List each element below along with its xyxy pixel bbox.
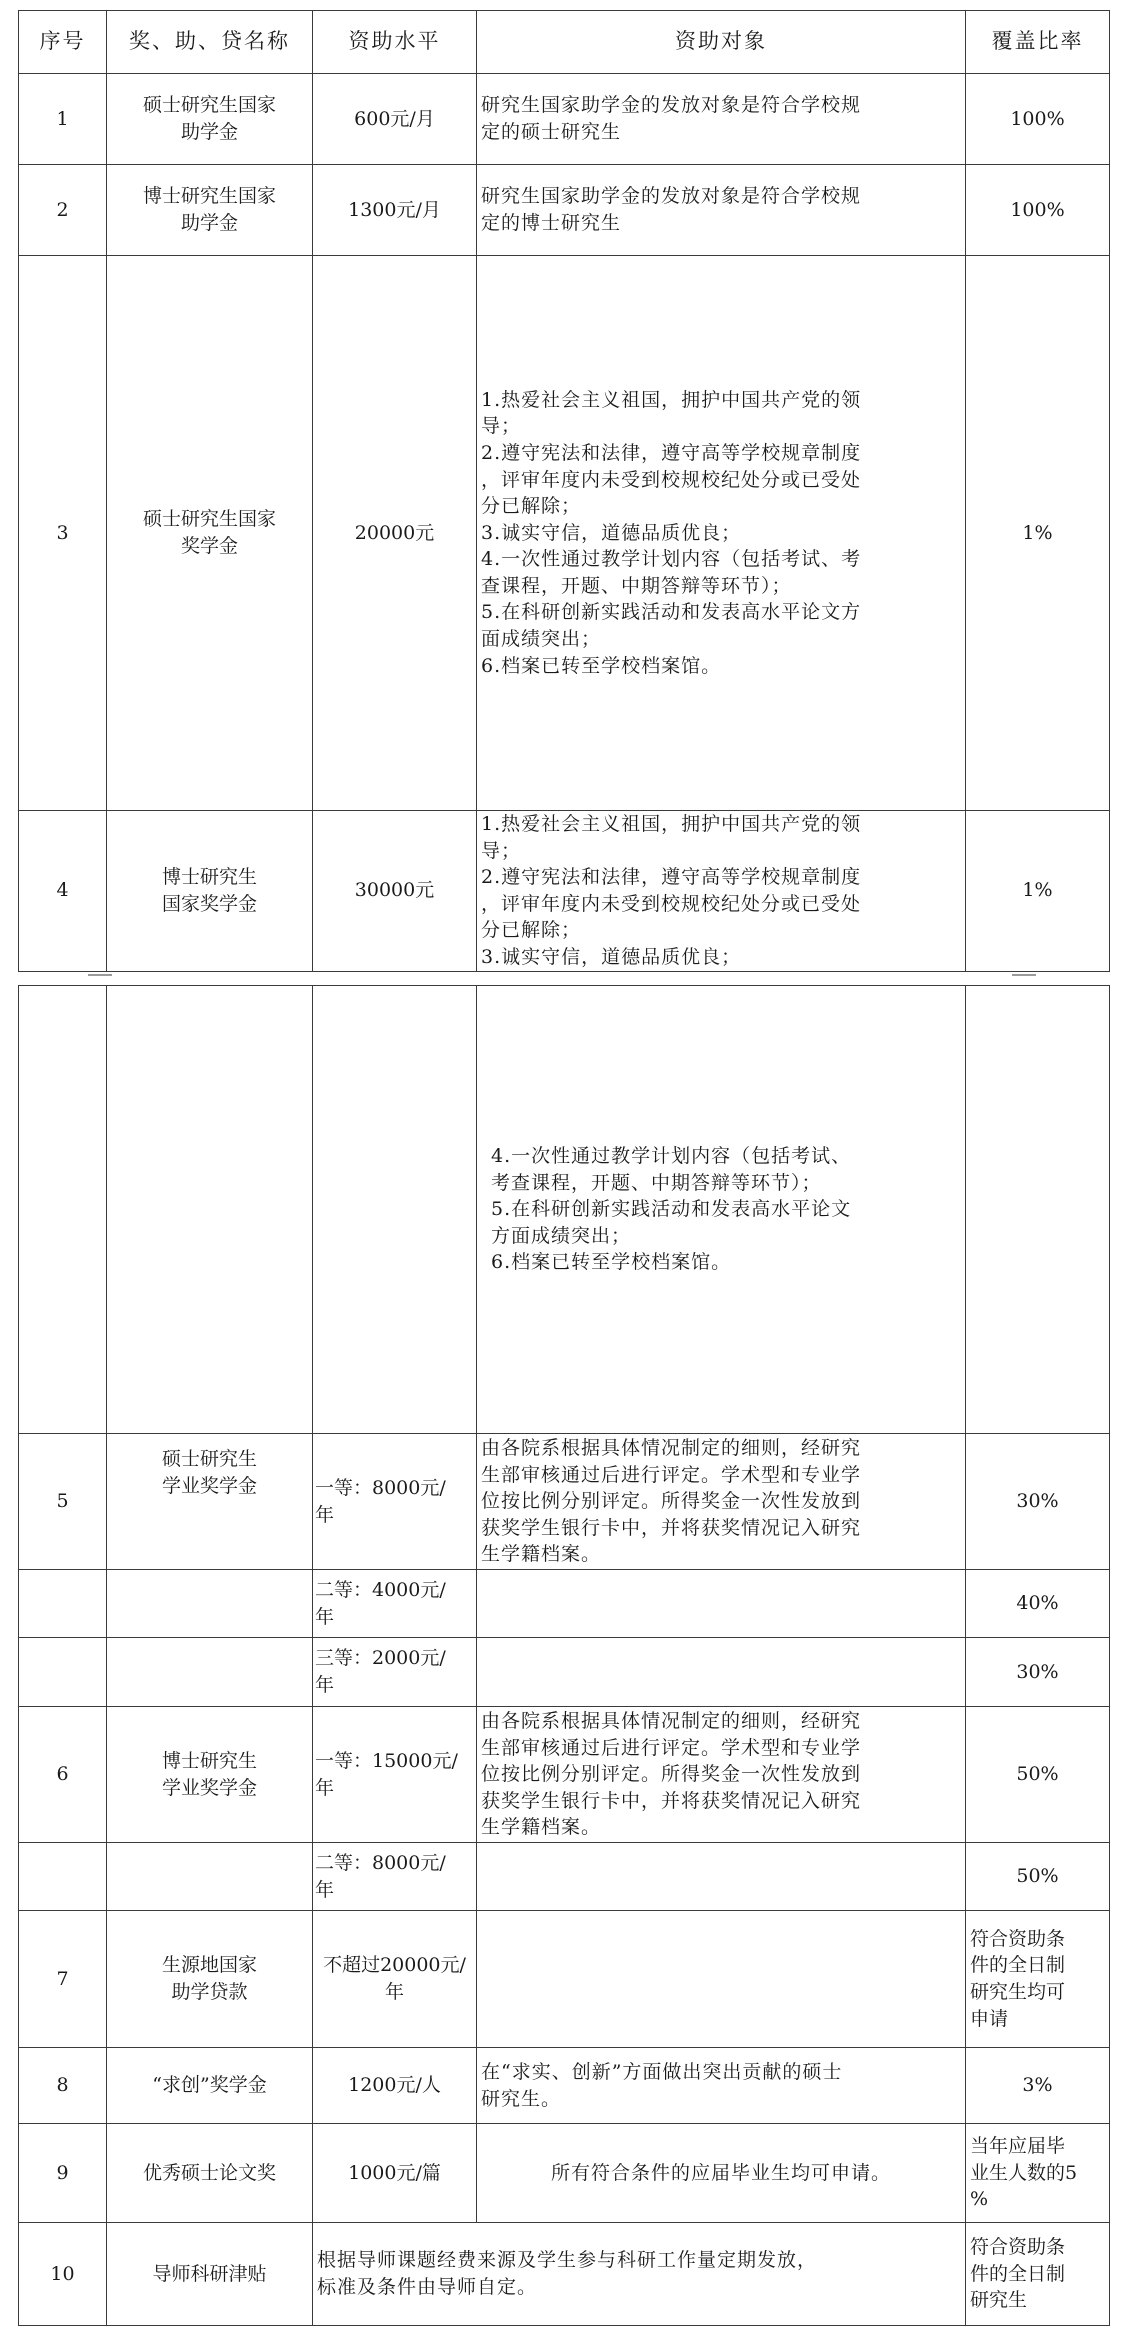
row-level: 一等：15000元/ 年: [313, 1707, 477, 1843]
row-target: [477, 1638, 966, 1707]
row-target: [477, 1570, 966, 1638]
table-row-continued: [19, 986, 1110, 1434]
row-no: 4: [19, 811, 107, 972]
table-row: [19, 1707, 1110, 1843]
header-no: 序号: [19, 11, 107, 74]
row-no: 8: [19, 2048, 107, 2124]
page-break-mark: [1012, 974, 1036, 976]
row-target: [477, 1911, 966, 2048]
row-level: 1300元/月: [313, 165, 477, 256]
row-target: 研究生国家助学金的发放对象是符合学校规 定的博士研究生: [477, 165, 966, 256]
row-rate: 50%: [966, 1843, 1110, 1911]
row-name: “求创”奖学金: [107, 2048, 313, 2124]
row-level: 30000元: [313, 811, 477, 972]
row-no: 2: [19, 165, 107, 256]
row-target: 所有符合条件的应届毕业生均可申请。: [477, 2124, 966, 2223]
table-row: [19, 1843, 1110, 1911]
row-name: [107, 1843, 313, 1911]
row-name: [107, 1638, 313, 1707]
row-target: 4.一次性通过教学计划内容（包括考试、 考查课程，开题、中期答辩等环节）； 5.在科研创新实践活动和发表高水平论文 方面成绩突出； 6.档案已转至学校档案馆。: [477, 986, 966, 1434]
row-rate: 1%: [966, 811, 1110, 972]
row-name: [107, 986, 313, 1434]
table-row: [19, 2124, 1110, 2223]
row-rate: 50%: [966, 1707, 1110, 1843]
row-name: 优秀硕士论文奖: [107, 2124, 313, 2223]
row-target: 在“求实、创新”方面做出突出贡献的硕士 研究生。: [477, 2048, 966, 2124]
row-rate: 1%: [966, 256, 1110, 811]
aid-table-part-2: [18, 985, 1110, 2326]
row-level: 20000元: [313, 256, 477, 811]
row-name: 博士研究生 国家奖学金: [107, 811, 313, 972]
row-rate: 3%: [966, 2048, 1110, 2124]
row-no: 7: [19, 1911, 107, 2048]
row-name: 生源地国家 助学贷款: [107, 1911, 313, 2048]
row-rate: 100%: [966, 74, 1110, 165]
row-name: 导师科研津贴: [107, 2223, 313, 2326]
table-row: [19, 74, 1110, 165]
row-rate: 30%: [966, 1638, 1110, 1707]
row-no: 1: [19, 74, 107, 165]
table-row: [19, 811, 1110, 972]
row-level-target: 根据导师课题经费来源及学生参与科研工作量定期发放， 标准及条件由导师自定。: [313, 2223, 966, 2326]
row-level: 二等：4000元/ 年: [313, 1570, 477, 1638]
row-rate: 40%: [966, 1570, 1110, 1638]
row-target: 1.热爱社会主义祖国，拥护中国共产党的领 导； 2.遵守宪法和法律，遵守高等学校规章制度 ，评审年度内未受到校规校纪处分或已受处 分已解除； 3.诚实守信，道德品质优良；: [477, 811, 966, 972]
row-level: 600元/月: [313, 74, 477, 165]
row-level: 一等：8000元/ 年: [313, 1434, 477, 1570]
table-row: [19, 256, 1110, 811]
header-rate: 覆盖比率: [966, 11, 1110, 74]
table-row: [19, 1434, 1110, 1570]
row-rate: 100%: [966, 165, 1110, 256]
header-target: 资助对象: [477, 11, 966, 74]
row-rate: 符合资助条 件的全日制 研究生均可 申请: [966, 1911, 1110, 2048]
row-no: [19, 1843, 107, 1911]
row-name: 硕士研究生国家 助学金: [107, 74, 313, 165]
row-rate: 30%: [966, 1434, 1110, 1570]
row-target: 研究生国家助学金的发放对象是符合学校规 定的硕士研究生: [477, 74, 966, 165]
row-name: 博士研究生国家 助学金: [107, 165, 313, 256]
row-no: 5: [19, 1434, 107, 1570]
row-no: [19, 1570, 107, 1638]
row-level: [313, 986, 477, 1434]
header-level: 资助水平: [313, 11, 477, 74]
header-row: [19, 11, 1110, 74]
row-name: 硕士研究生 学业奖学金: [107, 1434, 313, 1570]
row-no: 9: [19, 2124, 107, 2223]
table-row: [19, 2223, 1110, 2326]
aid-table-part-1: [18, 10, 1110, 972]
row-level: 不超过20000元/ 年: [313, 1911, 477, 2048]
row-level: 1200元/人: [313, 2048, 477, 2124]
row-no: 10: [19, 2223, 107, 2326]
row-target: 1.热爱社会主义祖国，拥护中国共产党的领 导； 2.遵守宪法和法律，遵守高等学校规章制度 ，评审年度内未受到校规校纪处分或已受处 分已解除； 3.诚实守信，道德品质优良； 4.一次性通过教学计划内容（包括考试、考 查课程，开题、中期答辩等环节）； 5.在科研创新实践活动和发表高水平论文方 面成绩突出； 6.档案已转至学校档案馆。: [477, 256, 966, 811]
table-row: [19, 2048, 1110, 2124]
row-no: 6: [19, 1707, 107, 1843]
page-break-mark: [88, 974, 112, 976]
row-level: 二等：8000元/ 年: [313, 1843, 477, 1911]
table-row: [19, 1638, 1110, 1707]
row-target: 由各院系根据具体情况制定的细则，经研究 生部审核通过后进行评定。学术型和专业学 位按比例分别评定。所得奖金一次性发放到 获奖学生银行卡中，并将获奖情况记入研究 生学籍档案。: [477, 1707, 966, 1843]
table-row: [19, 1570, 1110, 1638]
row-no: [19, 986, 107, 1434]
header-name: 奖、助、贷名称: [107, 11, 313, 74]
row-level: 三等：2000元/ 年: [313, 1638, 477, 1707]
row-no: [19, 1638, 107, 1707]
row-rate: [966, 986, 1110, 1434]
row-rate: 当年应届毕 业生人数的5 %: [966, 2124, 1110, 2223]
row-target: 由各院系根据具体情况制定的细则，经研究 生部审核通过后进行评定。学术型和专业学 位按比例分别评定。所得奖金一次性发放到 获奖学生银行卡中，并将获奖情况记入研究 生学籍档案。: [477, 1434, 966, 1570]
row-name: 硕士研究生国家 奖学金: [107, 256, 313, 811]
table-row: [19, 165, 1110, 256]
row-name: 博士研究生 学业奖学金: [107, 1707, 313, 1843]
row-name: [107, 1570, 313, 1638]
row-target: [477, 1843, 966, 1911]
row-level: 1000元/篇: [313, 2124, 477, 2223]
row-rate: 符合资助条 件的全日制 研究生: [966, 2223, 1110, 2326]
table-row: [19, 1911, 1110, 2048]
row-no: 3: [19, 256, 107, 811]
